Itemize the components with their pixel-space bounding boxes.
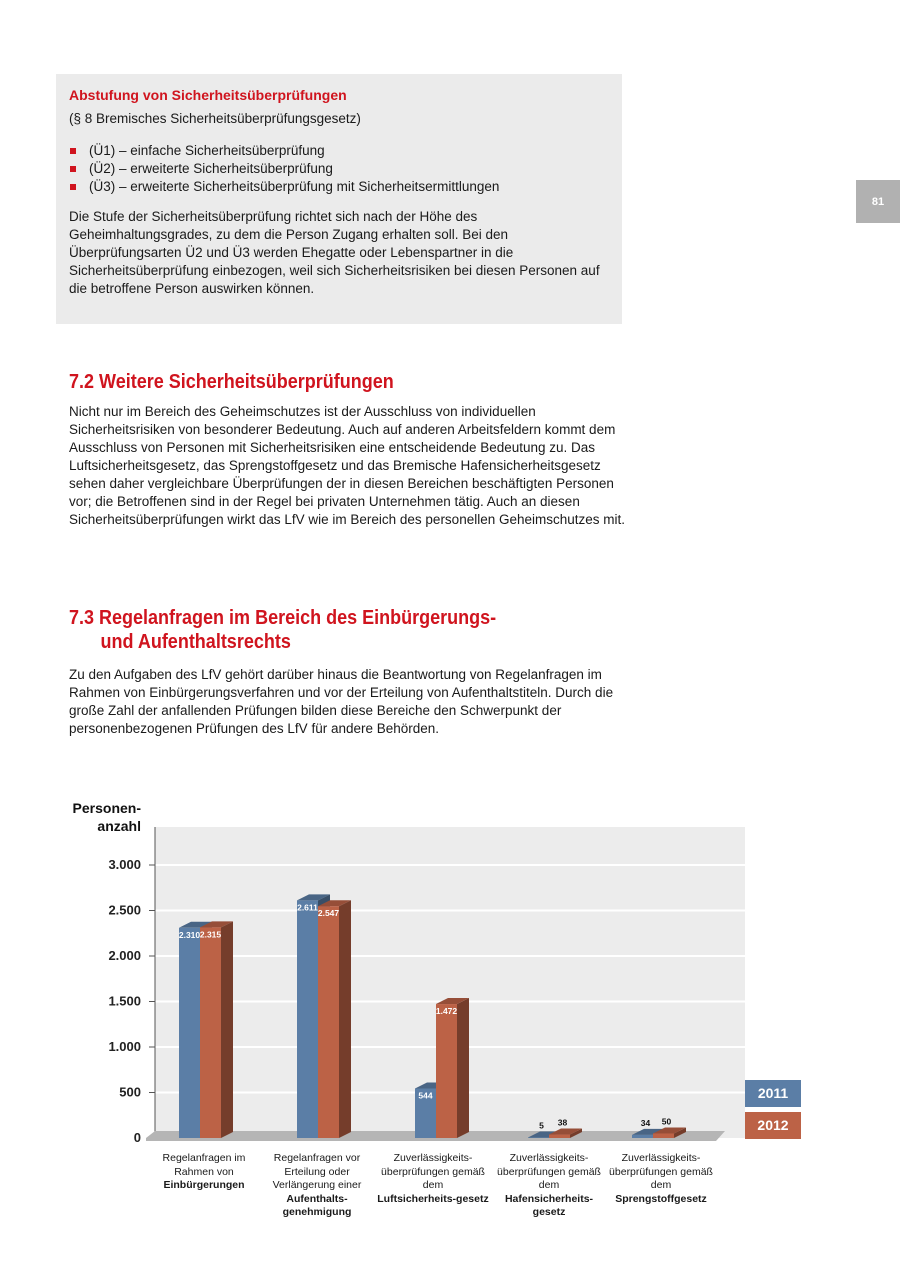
x-category-label: [490, 1152, 608, 1220]
section-heading-7-3-line2: und Aufenthaltsrechts: [100, 631, 291, 653]
data-label: 50: [661, 1116, 672, 1127]
data-label: 2.547: [317, 908, 340, 919]
section-heading-7-3-line1: 7.3 Regelanfragen im Bereich des Einbürgerungs-: [69, 607, 497, 629]
bar-side: [457, 998, 469, 1138]
bar-2012: [318, 906, 339, 1138]
bullet-text: (Ü3) – erweiterte Sicherheitsüberprüfung mit Sicherheitsermittlungen: [89, 179, 500, 194]
x-category-bold: Hafensicherheits-gesetz: [504, 1192, 594, 1218]
x-category-plain: Zuverlässigkeits-überprüfungen gemäß dem: [497, 1152, 601, 1191]
section-heading-7-2: 7.2 Weitere Sicherheitsüberprüfungen: [69, 371, 394, 393]
data-label: 2.611: [297, 902, 318, 913]
data-label: 34: [640, 1117, 651, 1128]
x-category-bold: Sprengstoffgesetz: [615, 1192, 707, 1205]
bar-2012: [436, 1004, 457, 1138]
x-category-label: [374, 1152, 492, 1206]
page-number: 81: [856, 180, 900, 223]
data-label: 2.310: [178, 929, 201, 940]
x-category-bold: Luftsicherheits-gesetz: [377, 1192, 489, 1205]
bar-side: [221, 921, 233, 1138]
bullet-text: (Ü2) – erweiterte Sicherheitsüberprüfung: [89, 161, 333, 176]
bar-chart: [0, 790, 900, 1150]
bullet-item: [69, 160, 609, 178]
y-tick-label: 2.000: [108, 948, 141, 963]
bar-2011: [297, 900, 318, 1138]
info-box: [56, 74, 622, 324]
bullet-item: [69, 142, 609, 160]
bar-2012: [549, 1135, 570, 1138]
x-category-plain: Zuverlässigkeits-überprüfungen gemäß dem: [609, 1152, 713, 1191]
y-tick-label: 1.000: [108, 1039, 141, 1054]
section-heading-7-3: [69, 606, 496, 654]
bullet-square-icon: [70, 148, 76, 154]
y-axis-title-line1: Personen-: [72, 800, 141, 816]
info-box-subtitle: (§ 8 Bremisches Sicherheitsüberprüfungsgesetz): [69, 111, 361, 126]
x-category-plain: Regelanfragen im Rahmen von: [162, 1152, 246, 1178]
bullet-text: (Ü1) – einfache Sicherheitsüberprüfung: [89, 143, 325, 158]
y-tick-label: 0: [133, 1130, 141, 1145]
bar-2012: [653, 1133, 674, 1138]
data-label: 1.472: [435, 1006, 458, 1017]
y-tick-label: 500: [119, 1084, 141, 1100]
section-text-7-2: Nicht nur im Bereich des Geheimschutzes ist der Ausschluss von individuellen Sicherheitsrisiken von besonderer Bedeutung. Auch auf anderen Arbeitsfeldern kommt dem Ausschluss von Personen mit Sicherheitsrisiken eine entscheidende Bedeutung zu. Das Luftsicherheitsgesetz, das Sprengstoffgesetz und das Bremische Hafensicherheitsgesetz sehen daher vergleichbare Überprüfungen der in diesen Bereichen beschäftigten Personen vor; die Betroffenen sind in der Regel bei privaten Unternehmen tätig. Auch an diesen Sicherheitsüberprüfungen wirkt das LfV wie im Bereich des personellen Geheimschutzes mit.: [69, 404, 626, 527]
x-category-label: [602, 1152, 720, 1206]
y-tick-label: 3.000: [108, 857, 141, 872]
data-label: 5: [539, 1120, 544, 1131]
section-text-7-3: Zu den Aufgaben des LfV gehört darüber hinaus die Beantwortung von Regelanfragen im Rahmen von Einbürgerungsverfahren und vor der Erteilung von Aufenthaltstiteln. Durch die große Zahl der anfallenden Prüfungen bilden diese Bereiche den Schwerpunkt der personenbezogenen Prüfungen des LfV für andere Behörden.: [69, 667, 614, 736]
bullet-square-icon: [70, 184, 76, 190]
data-label: 544: [418, 1090, 433, 1101]
bullet-list: [69, 142, 609, 196]
x-category-plain: Zuverlässigkeits-überprüfungen gemäß dem: [381, 1152, 485, 1191]
bar-2011: [632, 1135, 653, 1138]
bar-2011: [179, 928, 200, 1138]
y-axis-title-line2: anzahl: [97, 818, 141, 834]
info-box-text: Die Stufe der Sicherheitsüberprüfung richtet sich nach der Höhe des Geheimhaltungsgrades, zu dem die Person Zugang erhalten soll. Bei den Überprüfungsarten Ü2 und Ü3 werden Ehegatte oder Lebenspartner in die Sicherheitsüberprüfung einbezogen, weil sich Sicherheitsrisiken bei diesen Personen auf die betroffene Person auswirken können.: [69, 209, 600, 296]
bullet-item: [69, 178, 609, 196]
bar-side: [339, 900, 351, 1138]
x-category-bold: Einbürgerungen: [163, 1179, 245, 1191]
x-category-label: [145, 1152, 263, 1193]
data-label: 38: [557, 1117, 568, 1128]
info-box-title: Abstufung von Sicherheitsüberprüfungen: [69, 87, 347, 103]
bar-2012: [200, 927, 221, 1138]
y-tick-label: 2.500: [108, 902, 141, 918]
data-label: 2.315: [199, 929, 222, 940]
x-category-plain: Regelanfragen vor Erteilung oder Verlängerung einer: [272, 1152, 362, 1191]
bullet-square-icon: [70, 166, 76, 172]
x-category-bold: Aufenthalts-genehmigung: [282, 1192, 352, 1218]
legend-label-2011: 2011: [757, 1085, 789, 1101]
x-category-label: [258, 1152, 376, 1220]
y-tick-label: 1.500: [108, 993, 141, 1009]
legend-label-2012: 2012: [757, 1117, 789, 1133]
